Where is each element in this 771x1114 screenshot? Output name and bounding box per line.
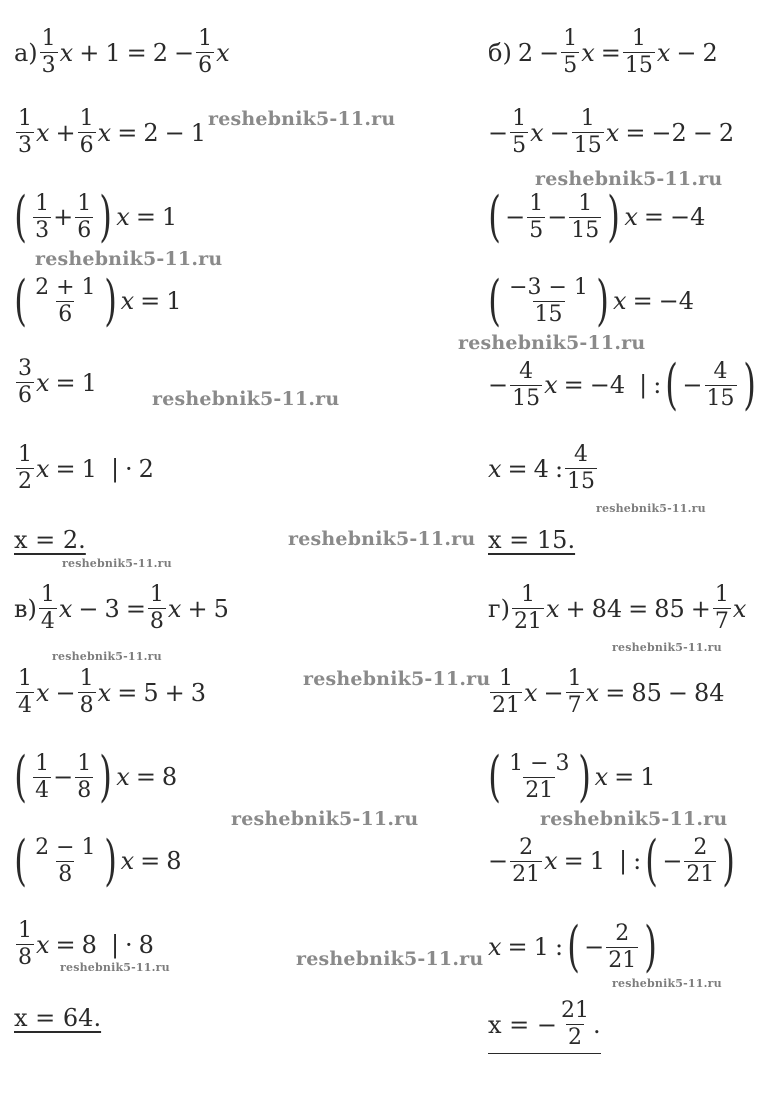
watermark: reshebnik5-11.ru — [152, 388, 340, 410]
watermark: reshebnik5-11.ru — [62, 557, 172, 570]
watermark: reshebnik5-11.ru — [612, 641, 722, 654]
fraction: $\frac{1}{3}$ — [41, 26, 56, 78]
eq-v-2: $\frac{1}{4}$ x − $\frac{1}{8}$ x = 5 + 3 — [18, 666, 206, 718]
eq-g-4: − $\frac{2}{21}$ x = 1 | : ( − $\frac{2}{21}$ ) — [488, 834, 740, 888]
watermark: reshebnik5-11.ru — [35, 248, 223, 270]
watermark: reshebnik5-11.ru — [288, 528, 476, 550]
eq-g-5: x = 1 : ( − $\frac{2}{21}$ ) — [488, 920, 661, 974]
eq-a-5: $\frac{3}{6}$ x = 1 — [18, 356, 97, 408]
eq-a-3: ( $\frac{1}{3}$ + $\frac{1}{6}$ ) x = 1 — [10, 190, 177, 244]
label-a: а) — [14, 38, 38, 67]
watermark: reshebnik5-11.ru — [612, 977, 722, 990]
watermark: reshebnik5-11.ru — [208, 108, 396, 130]
answer-g: x = − $\frac{21}{2}$ . — [488, 1000, 601, 1054]
eq-b-6: x = 4 : $\frac{4}{15}$ — [488, 442, 596, 494]
eq-v-3: ( $\frac{1}{4}$ − $\frac{1}{8}$ ) x = 8 — [10, 750, 177, 804]
eq-v-1: в) $\frac{1}{4}$ x − 3 = $\frac{1}{8}$ x + 5 — [14, 582, 229, 634]
answer-a: x = 2. — [14, 526, 86, 554]
watermark: reshebnik5-11.ru — [60, 961, 170, 974]
answer-b: x = 15. — [488, 526, 576, 554]
watermark: reshebnik5-11.ru — [596, 502, 706, 515]
eq-v-4: ( $\frac{2 - 1}{8}$ ) x = 8 — [10, 834, 182, 888]
eq-a-4: ( $\frac{2 + 1}{6}$ ) x = 1 — [10, 274, 182, 328]
fraction: $\frac{1}{6}$ — [198, 26, 213, 78]
eq-a-6: $\frac{1}{2}$ x = 1 | · 2 — [18, 442, 154, 494]
eq-b-5: − $\frac{4}{15}$ x = −4 | : ( − $\frac{4}{15}$ ) — [488, 358, 760, 412]
answer-v: x = 64. — [14, 1004, 102, 1032]
label-b: б) — [488, 38, 512, 67]
watermark: reshebnik5-11.ru — [52, 650, 162, 663]
eq-g-1: г) $\frac{1}{21}$ x + 84 = 85 + $\frac{1}{7}$ x — [488, 582, 747, 634]
label-g: г) — [488, 594, 510, 623]
label-v: в) — [14, 594, 37, 623]
eq-b-2: − $\frac{1}{5}$ x − $\frac{1}{15}$ x = −2 − 2 — [488, 106, 735, 158]
eq-v-5: $\frac{1}{8}$ x = 8 | · 8 — [18, 918, 154, 970]
watermark: reshebnik5-11.ru — [540, 808, 728, 830]
watermark: reshebnik5-11.ru — [458, 332, 646, 354]
eq-g-2: $\frac{1}{21}$ x − $\frac{1}{7}$ x = 85 − 84 — [492, 666, 725, 718]
eq-b-4: ( $\frac{-3 - 1}{15}$ ) x = −4 — [484, 274, 694, 328]
eq-b-3: ( − $\frac{1}{5}$ − $\frac{1}{15}$ ) x = −4 — [484, 190, 705, 244]
eq-g-3: ( $\frac{1 - 3}{21}$ ) x = 1 — [484, 750, 656, 804]
eq-b-1: б) 2 − $\frac{1}{5}$ x = $\frac{1}{15}$ x − 2 — [488, 26, 718, 78]
eq-a-2: $\frac{1}{3}$ x + $\frac{1}{6}$ x = 2 − 1 — [18, 106, 206, 158]
watermark: reshebnik5-11.ru — [535, 168, 723, 190]
watermark: reshebnik5-11.ru — [231, 808, 419, 830]
eq-a-1: а) $\frac{1}{3}$ x + 1 = 2 − $\frac{1}{6}$ x — [14, 26, 230, 78]
watermark: reshebnik5-11.ru — [303, 668, 491, 690]
watermark: reshebnik5-11.ru — [296, 948, 484, 970]
